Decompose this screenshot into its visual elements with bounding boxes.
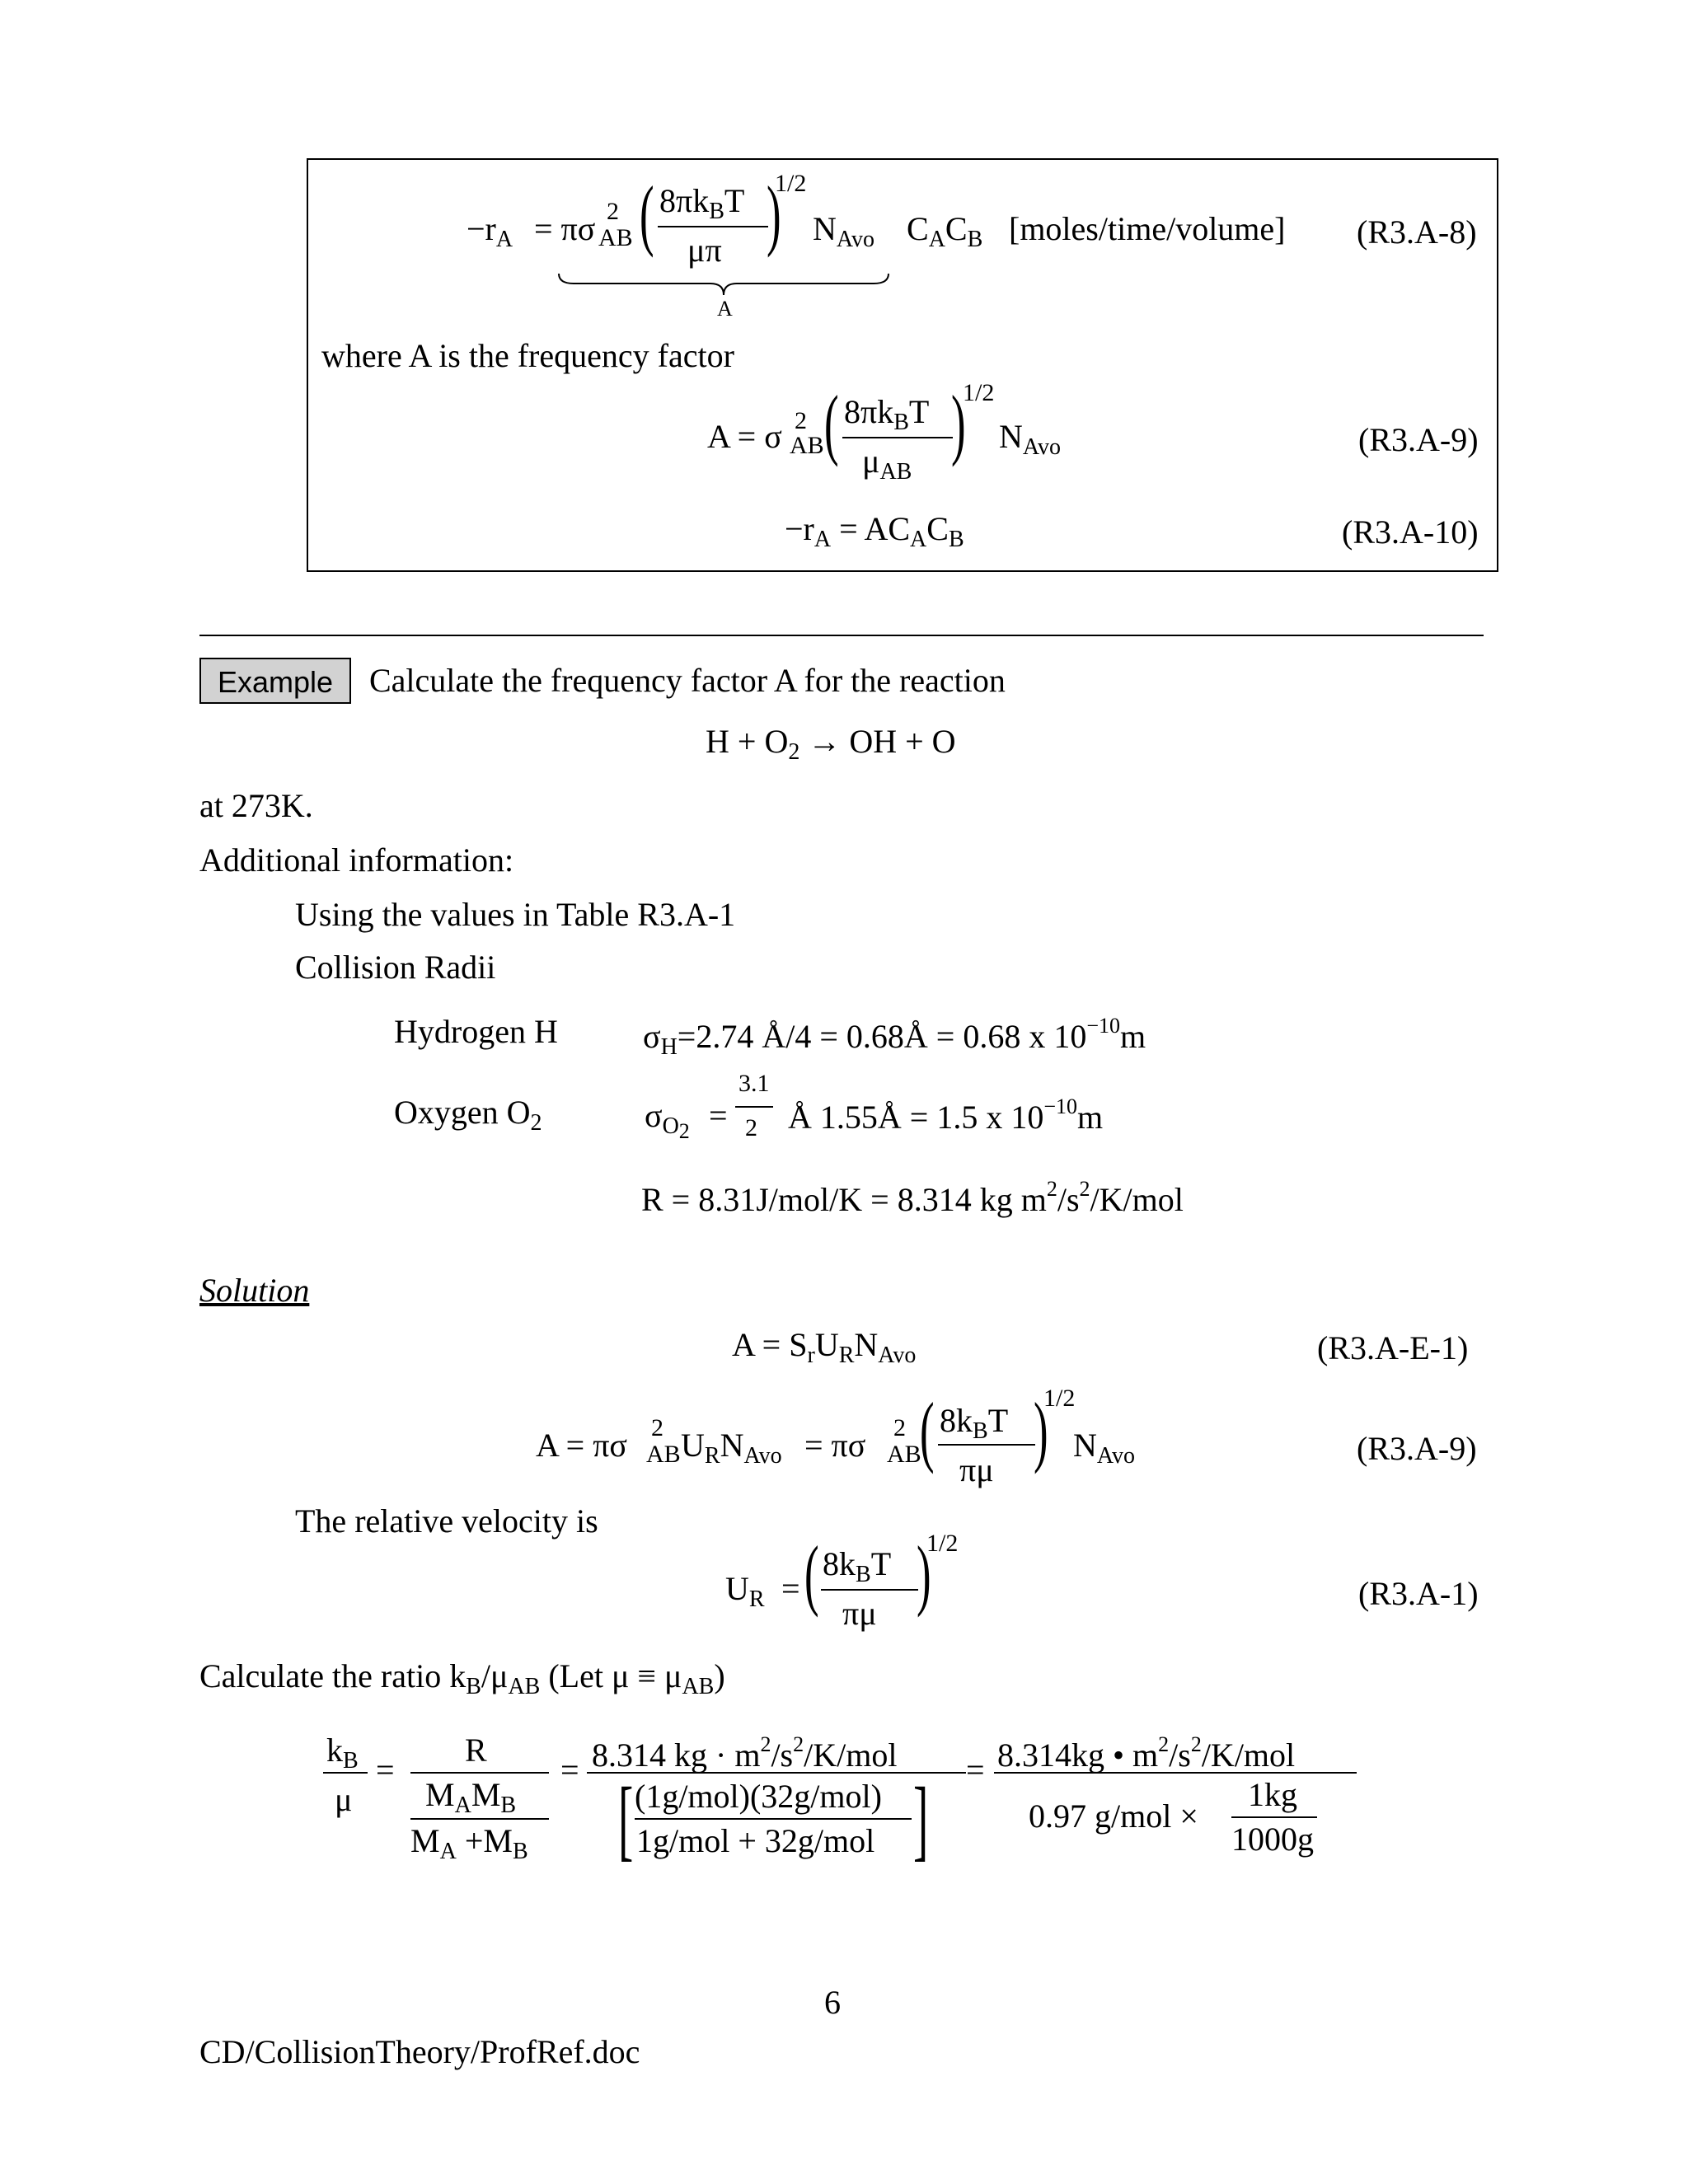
where-text: where A is the frequency factor: [321, 337, 734, 374]
oxygen-frac-num: 3.1: [738, 1070, 770, 1097]
eq-r3a8-lhs: $-r_A$: [467, 210, 513, 252]
eq-r3a9s-sup2: 2: [893, 1414, 906, 1441]
reaction-equation: $H + O_2$ → OH + O: [706, 723, 956, 765]
eq-r3a9s-sup: 2: [651, 1414, 663, 1441]
eq-r3a9s-frac-bar: [938, 1444, 1035, 1446]
eq-r3a1-frac-bar: [821, 1589, 918, 1591]
final-den2-top: (1g/mol)(32g/mol): [635, 1778, 882, 1815]
example-label: Example: [199, 658, 351, 704]
hydrogen-equation: $\sigma_H=2.74$ Å/4 = 0.68Å = 0.68 x $10^{-10}m$: [643, 1014, 1146, 1060]
eq-r3a1-power: 1/2: [926, 1530, 959, 1557]
eq-r3a1-lhs: $U_R$: [725, 1570, 765, 1612]
final-den2-bar: [635, 1818, 912, 1820]
final-mamb: $M_AM_B$: [425, 1776, 517, 1818]
final-mu: μ: [335, 1781, 353, 1818]
oxygen-sigma: $\sigma_{O2}$: [645, 1097, 690, 1143]
final-den2-bottom: 1g/mol + 32g/mol: [636, 1822, 875, 1859]
final-bracket-left: [: [618, 1769, 634, 1869]
final-den3-den: 1000g: [1231, 1821, 1314, 1858]
eq-r3a9s-frac-num: $8k_BT$: [940, 1402, 1009, 1444]
eq-r3a9-frac-num: $8\pi k_BT$: [844, 393, 930, 435]
eq-r3a10-number: (R3.A-10): [1342, 513, 1479, 551]
final-den3: 0.97 g/mol ×: [1029, 1797, 1198, 1835]
oxygen-frac-den: 2: [745, 1114, 757, 1141]
eq-r3a8-sigma-sub: AB: [598, 224, 633, 251]
eq-r3a1-frac-den: πμ: [842, 1595, 877, 1632]
final-msum: $M_A +M_B$: [410, 1822, 528, 1864]
oxygen-frac-bar: [735, 1106, 773, 1108]
eq-r3a8-underbrace: [557, 272, 890, 297]
eq-r3ae1: $A = S_rU_RN_{Avo}$: [732, 1326, 917, 1368]
final-kb-bar: [323, 1772, 368, 1774]
eq-r3a1-number: (R3.A-1): [1358, 1575, 1479, 1612]
temperature-text: at 273K.: [199, 787, 313, 824]
eq-r3a9-frac-den: $\mu_{AB}$: [862, 443, 912, 485]
relative-velocity-text: The relative velocity is: [295, 1502, 598, 1540]
eq-r3a1-equals: =: [781, 1570, 800, 1607]
eq-r3a10: $-r_A = AC_AC_B$: [785, 510, 964, 552]
final-equals-2: =: [560, 1751, 579, 1788]
eq-r3a9-sigma-sup: 2: [795, 407, 807, 434]
eq-r3a8-brace-label: A: [717, 297, 733, 321]
document-path: CD/CollisionTheory/ProfRef.doc: [199, 2033, 640, 2070]
eq-r3a9s-sub: AB: [646, 1441, 681, 1468]
ratio-text: Calculate the ratio $k_B/\mu_{AB}$ (Let $\mu \equiv \mu_{AB}$): [199, 1657, 725, 1699]
eq-r3ae1-number: (R3.A-E-1): [1317, 1329, 1469, 1366]
oxygen-label: Oxygen $O_2$: [394, 1094, 542, 1136]
oxygen-equation: Å 1.55Å = 1.5 x $10^{-10}m$: [788, 1094, 1104, 1136]
eq-r3a8-navo: $N_{Avo}$: [813, 210, 875, 252]
eq-r3a9s-paren-right: ): [1034, 1386, 1048, 1474]
example-prompt: Calculate the frequency factor A for the reaction: [369, 662, 1006, 699]
eq-r3a1-frac-num: $8k_BT$: [823, 1545, 892, 1587]
eq-r3a8-frac-num: $8\pi k_BT$: [659, 182, 745, 224]
eq-r3a9s-number: (R3.A-9): [1357, 1430, 1477, 1467]
final-den3-num: 1kg: [1248, 1776, 1297, 1813]
eq-r3a8-sigma-sup: 2: [607, 198, 619, 225]
final-num3: 8.314kg • $m^2/s^2/K$/mol: [997, 1732, 1296, 1774]
page-number: 6: [824, 1984, 841, 2021]
eq-r3a8-paren-left: (: [640, 170, 654, 258]
eq-r3a8-units: [moles/time/volume]: [1009, 210, 1286, 247]
eq-r3a9-navo: $N_{Avo}$: [999, 418, 1062, 460]
final-num2: 8.314 kg · $m^2/s^2/K$/mol: [592, 1732, 898, 1774]
eq-r3a9-sigma-sub: AB: [790, 432, 824, 459]
eq-r3a9-lhs: A = σ: [707, 418, 782, 455]
final-kb: $k_B$: [326, 1732, 359, 1774]
additional-info-heading: Additional information:: [199, 841, 514, 879]
final-bracket-right: ]: [913, 1769, 929, 1869]
eq-r3a8-frac-bar: [658, 226, 768, 227]
eq-r3a8-paren-right: ): [767, 170, 781, 258]
collision-radii-heading: Collision Radii: [295, 949, 496, 986]
eq-r3a9-frac-bar: [842, 437, 953, 438]
final-inner-bar: [410, 1818, 549, 1820]
eq-r3a9s-paren-left: (: [920, 1386, 935, 1474]
eq-r3a8-power: 1/2: [775, 170, 807, 197]
eq-r3a9-number: (R3.A-9): [1358, 421, 1479, 458]
using-table-text: Using the values in Table R3.A-1: [295, 896, 736, 933]
final-frac3-bar: [994, 1772, 1357, 1774]
solution-heading: Solution: [199, 1272, 310, 1309]
final-frac2-bar: [587, 1772, 966, 1774]
eq-r3a8-number: (R3.A-8): [1357, 213, 1477, 251]
eq-r3a9s-frac-den: πμ: [959, 1451, 994, 1488]
final-r: R: [465, 1732, 487, 1769]
eq-r3a9s-urn: $U_RN_{Avo}$: [681, 1427, 782, 1469]
final-den3-bar: [1231, 1816, 1317, 1818]
final-r-bar: [410, 1772, 549, 1774]
eq-r3a8-sigma: = πσ: [534, 210, 596, 247]
eq-r3a8-conc: $C_AC_B$: [907, 210, 983, 252]
eq-r3a9-solution-lhs: A = πσ: [536, 1427, 627, 1464]
oxygen-equals: =: [709, 1097, 728, 1134]
final-equals-3: =: [966, 1751, 985, 1788]
eq-r3a9-paren-left: (: [824, 379, 839, 467]
eq-r3a9s-sub2: AB: [887, 1441, 921, 1468]
hydrogen-label: Hydrogen H: [394, 1013, 558, 1050]
eq-r3a1-paren-right: ): [917, 1530, 931, 1618]
eq-r3a9-power: 1/2: [963, 379, 995, 406]
eq-r3a1-paren-left: (: [804, 1530, 819, 1618]
eq-r3a9-paren-right: ): [951, 379, 966, 467]
eq-r3a8-frac-den: μπ: [687, 232, 722, 269]
eq-r3a9s-pisigma: = πσ: [804, 1427, 866, 1464]
final-equals-1: =: [376, 1751, 395, 1788]
eq-r3a9s-power: 1/2: [1043, 1385, 1076, 1412]
section-divider: [199, 635, 1484, 636]
eq-r3a9s-navo: $N_{Avo}$: [1073, 1427, 1136, 1469]
gas-constant-equation: R = 8.31J/mol/K = 8.314 kg $m^2/s^2/K$/mol: [641, 1177, 1184, 1218]
